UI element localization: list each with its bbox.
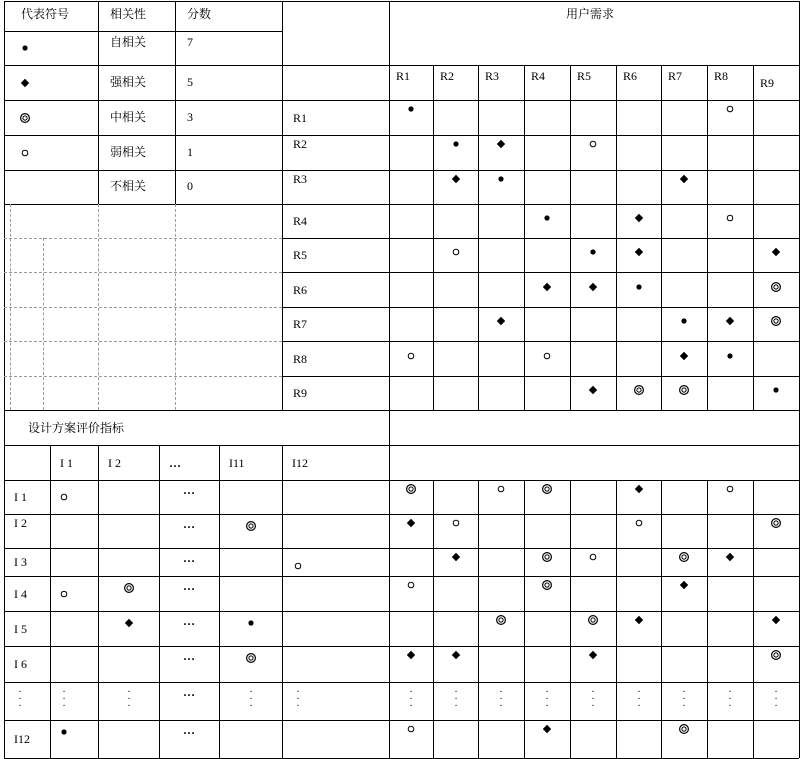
- grid-line: [389, 1, 390, 758]
- grid-line: [282, 204, 799, 205]
- diamond-symbol: [770, 246, 782, 258]
- grid-line: [4, 720, 799, 721]
- legend-score-value: 5: [187, 75, 193, 89]
- indicator-row-header: I12: [14, 732, 30, 746]
- diamond-symbol: [587, 384, 599, 396]
- requirement-row-header: R4: [293, 214, 308, 228]
- grid-line: [43, 238, 44, 410]
- grid-line: [478, 480, 479, 758]
- vertical-ellipsis: · · ·: [296, 687, 300, 712]
- dot-symbol: [770, 384, 782, 396]
- diamond-symbol: [678, 579, 690, 591]
- indicator-column-header: …: [169, 456, 181, 470]
- circle-symbol: [405, 350, 417, 362]
- grid-line: [282, 100, 799, 101]
- grid-line: [219, 445, 220, 758]
- grid-line: [616, 65, 617, 410]
- vertical-ellipsis: · · ·: [18, 687, 22, 712]
- grid-line: [4, 238, 282, 239]
- requirement-row-header: R5: [293, 248, 308, 262]
- double-circle-symbol: [770, 517, 782, 529]
- requirement-column-header: R8: [714, 69, 729, 83]
- requirement-row-header: R2: [293, 137, 308, 151]
- ellipsis: …: [183, 685, 195, 699]
- grid-line: [753, 65, 754, 410]
- vertical-ellipsis: · · ·: [591, 687, 595, 712]
- diamond-symbol: [770, 614, 782, 626]
- legend-relation-label: 弱相关: [110, 145, 147, 159]
- double-circle-symbol: [587, 614, 599, 626]
- grid-line: [4, 548, 799, 549]
- requirement-row-header: R9: [293, 386, 308, 400]
- indicator-row-header: I 5: [14, 622, 27, 636]
- grid-line: [4, 170, 282, 171]
- grid-line: [282, 272, 799, 273]
- legend-header-score: 分数: [187, 7, 212, 21]
- diamond-symbol: [495, 138, 507, 150]
- double-circle-symbol: [678, 551, 690, 563]
- double-circle-symbol: [678, 384, 690, 396]
- vertical-ellipsis: · · ·: [409, 687, 413, 712]
- vertical-ellipsis: · · ·: [682, 687, 686, 712]
- vertical-ellipsis: · · ·: [499, 687, 503, 712]
- indicator-column-header: I 1: [60, 456, 73, 470]
- grid-line: [282, 341, 799, 342]
- diamond-symbol: [541, 723, 553, 735]
- grid-line: [282, 445, 283, 758]
- diamond-symbol: [495, 315, 507, 327]
- requirement-column-header: R2: [440, 69, 455, 83]
- vertical-ellipsis: · · ·: [637, 687, 641, 712]
- grid-line: [282, 238, 799, 239]
- grid-line: [98, 1, 99, 204]
- requirement-row-header: R1: [293, 111, 308, 125]
- indicator-column-header: I 2: [108, 456, 121, 470]
- requirement-column-header: R3: [485, 69, 500, 83]
- grid-line: [433, 480, 434, 758]
- diamond-symbol: [123, 617, 135, 629]
- grid-line: [4, 135, 282, 136]
- diamond-symbol: [724, 551, 736, 563]
- ellipsis: …: [183, 483, 195, 497]
- grid-line: [4, 31, 282, 32]
- diamond-symbol: [587, 649, 599, 661]
- vertical-ellipsis: · · ·: [454, 687, 458, 712]
- grid-line: [4, 576, 799, 577]
- diamond-symbol: [678, 173, 690, 185]
- legend-header-relation: 相关性: [110, 7, 147, 21]
- dot-symbol: [58, 726, 70, 738]
- grid-line: [4, 1, 799, 2]
- grid-line: [282, 65, 799, 66]
- ellipsis: …: [183, 723, 195, 737]
- double-circle-symbol: [633, 384, 645, 396]
- dot-symbol: [19, 42, 31, 54]
- diamond-symbol: [405, 517, 417, 529]
- grid-line: [707, 480, 708, 758]
- grid-line: [282, 135, 799, 136]
- double-circle-symbol: [541, 551, 553, 563]
- diamond-symbol: [587, 281, 599, 293]
- legend-relation-label: 强相关: [110, 75, 147, 89]
- diamond-symbol: [724, 315, 736, 327]
- dot-symbol: [495, 173, 507, 185]
- grid-line: [4, 445, 799, 446]
- circle-symbol: [450, 246, 462, 258]
- grid-line: [524, 480, 525, 758]
- requirement-column-header: R6: [623, 69, 638, 83]
- circle-symbol: [724, 483, 736, 495]
- dot-symbol: [678, 315, 690, 327]
- vertical-ellipsis: · · ·: [545, 687, 549, 712]
- grid-line: [4, 100, 282, 101]
- grid-line: [478, 65, 479, 410]
- grid-line: [159, 445, 160, 758]
- legend-header-symbol: 代表符号: [21, 7, 70, 21]
- grid-line: [175, 204, 176, 410]
- grid-line: [616, 480, 617, 758]
- indicator-row-header: I 3: [14, 555, 27, 569]
- vertical-ellipsis: · · ·: [127, 687, 131, 712]
- double-circle-symbol: [770, 315, 782, 327]
- diamond-symbol: [405, 649, 417, 661]
- requirement-row-header: R8: [293, 352, 308, 366]
- legend-score-value: 1: [187, 145, 193, 159]
- grid-line: [10, 204, 11, 410]
- double-circle-symbol: [123, 582, 135, 594]
- legend-relation-label: 中相关: [110, 110, 147, 124]
- diamond-symbol: [633, 614, 645, 626]
- grid-line: [570, 480, 571, 758]
- legend-score-value: 0: [187, 179, 193, 193]
- grid-line: [98, 445, 99, 758]
- indicator-row-header: I 4: [14, 587, 27, 601]
- diamond-symbol: [450, 173, 462, 185]
- grid-line: [4, 514, 799, 515]
- dot-symbol: [724, 350, 736, 362]
- double-circle-symbol: [245, 520, 257, 532]
- indicator-row-header: I 2: [14, 516, 27, 530]
- grid-line: [4, 410, 799, 411]
- diamond-symbol: [633, 483, 645, 495]
- circle-symbol: [58, 491, 70, 503]
- grid-line: [4, 341, 282, 342]
- grid-line: [707, 65, 708, 410]
- grid-line: [4, 376, 282, 377]
- double-circle-symbol: [541, 579, 553, 591]
- circle-symbol: [405, 579, 417, 591]
- requirement-row-header: R3: [293, 172, 308, 186]
- circle-symbol: [495, 483, 507, 495]
- requirement-column-header: R7: [668, 69, 683, 83]
- grid-line: [524, 65, 525, 410]
- circle-symbol: [450, 517, 462, 529]
- double-circle-symbol: [19, 112, 31, 124]
- dot-symbol: [245, 617, 257, 629]
- diamond-symbol: [633, 212, 645, 224]
- circle-symbol: [405, 723, 417, 735]
- grid-line: [4, 1, 5, 758]
- legend-score-value: 3: [187, 110, 193, 124]
- legend-relation-label: 自相关: [110, 35, 147, 49]
- diamond-symbol: [678, 350, 690, 362]
- double-circle-symbol: [495, 614, 507, 626]
- circle-symbol: [587, 138, 599, 150]
- requirement-column-header: R1: [396, 69, 411, 83]
- grid-line: [175, 1, 176, 204]
- grid-line: [433, 65, 434, 410]
- vertical-ellipsis: · · ·: [728, 687, 732, 712]
- grid-line: [98, 204, 99, 410]
- user-requirements-title: 用户需求: [566, 7, 615, 21]
- double-circle-symbol: [770, 649, 782, 661]
- indicators-title: 设计方案评价指标: [28, 421, 125, 435]
- circle-symbol: [724, 212, 736, 224]
- circle-symbol: [724, 103, 736, 115]
- grid-line: [4, 307, 282, 308]
- diamond-symbol: [19, 77, 31, 89]
- double-circle-symbol: [245, 652, 257, 664]
- ellipsis: …: [183, 649, 195, 663]
- grid-line: [570, 65, 571, 410]
- requirement-column-header: R5: [577, 69, 592, 83]
- double-circle-symbol: [405, 483, 417, 495]
- diamond-symbol: [541, 281, 553, 293]
- circle-symbol: [19, 147, 31, 159]
- grid-line: [282, 170, 799, 171]
- grid-line: [661, 65, 662, 410]
- grid-line: [4, 272, 282, 273]
- double-circle-symbol: [678, 723, 690, 735]
- ellipsis: …: [183, 614, 195, 628]
- dot-symbol: [405, 103, 417, 115]
- grid-line: [4, 204, 282, 205]
- grid-line: [282, 376, 799, 377]
- indicator-column-header: I11: [229, 456, 245, 470]
- dot-symbol: [450, 138, 462, 150]
- ellipsis: …: [183, 551, 195, 565]
- requirement-column-header: R4: [531, 69, 546, 83]
- grid-line: [282, 1, 283, 410]
- requirement-row-header: R7: [293, 317, 308, 331]
- ellipsis: …: [183, 517, 195, 531]
- grid-line: [389, 480, 799, 481]
- indicator-column-header: I12: [292, 456, 308, 470]
- double-circle-symbol: [770, 281, 782, 293]
- vertical-ellipsis: · · ·: [774, 687, 778, 712]
- diamond-symbol: [450, 649, 462, 661]
- legend-score-value: 7: [187, 35, 193, 49]
- dot-symbol: [587, 246, 599, 258]
- ellipsis: …: [183, 579, 195, 593]
- dot-symbol: [633, 281, 645, 293]
- diamond-symbol: [633, 246, 645, 258]
- circle-symbol: [541, 350, 553, 362]
- double-circle-symbol: [541, 483, 553, 495]
- indicator-row-header: I 1: [14, 490, 27, 504]
- grid-line: [4, 682, 799, 683]
- grid-line: [50, 445, 51, 758]
- vertical-ellipsis: · · ·: [249, 687, 253, 712]
- indicator-row-header: I 6: [14, 657, 27, 671]
- vertical-ellipsis: · · ·: [62, 687, 66, 712]
- grid-line: [4, 65, 282, 66]
- grid-line: [4, 646, 799, 647]
- grid-line: [282, 307, 799, 308]
- requirement-column-header: R9: [760, 76, 775, 90]
- legend-relation-label: 不相关: [110, 179, 147, 193]
- grid-line: [753, 480, 754, 758]
- grid-line: [4, 611, 799, 612]
- diamond-symbol: [450, 551, 462, 563]
- circle-symbol: [587, 551, 599, 563]
- dot-symbol: [541, 212, 553, 224]
- circle-symbol: [292, 560, 304, 572]
- requirement-row-header: R6: [293, 283, 308, 297]
- circle-symbol: [633, 517, 645, 529]
- circle-symbol: [58, 588, 70, 600]
- grid-line: [661, 480, 662, 758]
